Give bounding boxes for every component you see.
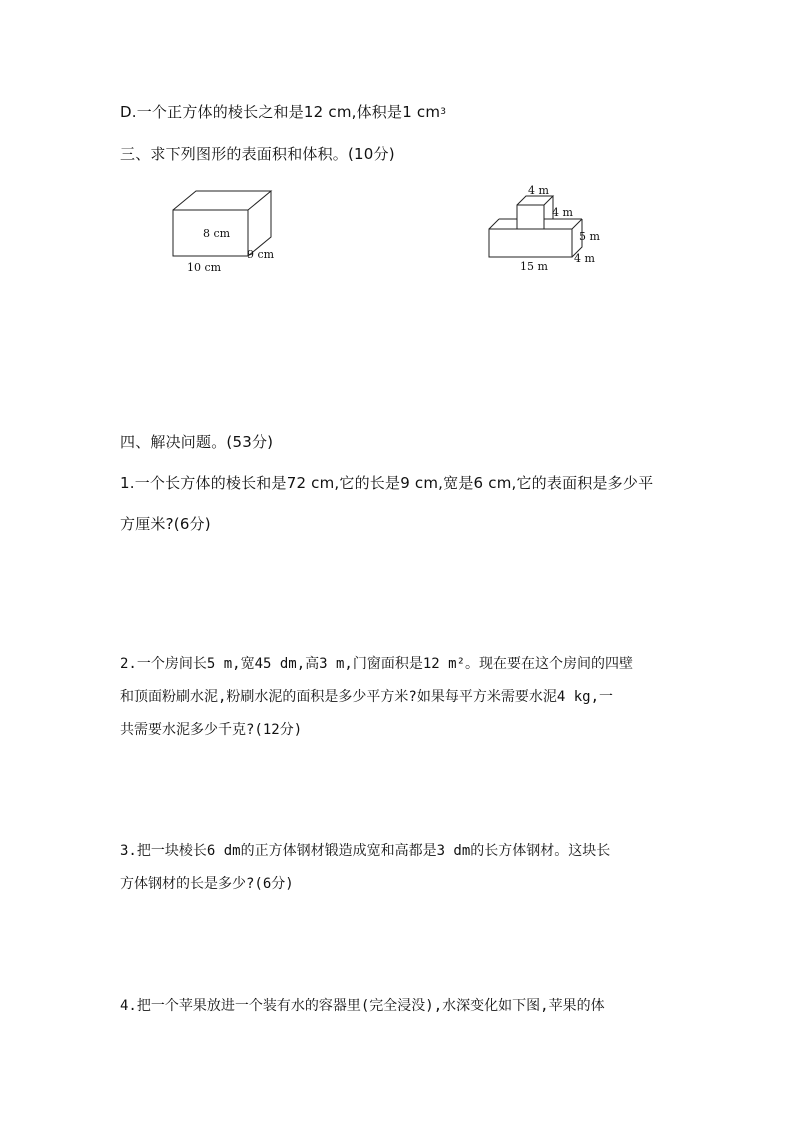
- cuboid-depth-label: 9 cm: [247, 248, 275, 261]
- q3-line1: 3.把一块棱长6 dm的正方体钢材锻造成宽和高都是3 dm的长方体钢材。这块长: [120, 843, 611, 859]
- option-d: [120, 101, 446, 122]
- cuboid-figure: [165, 188, 285, 278]
- stepped-solid-figure: [482, 182, 612, 274]
- height-label: 5 m: [579, 230, 600, 243]
- top-width-label: 4 m: [528, 184, 549, 197]
- section4-heading: 四、解决问题。(53分): [120, 433, 274, 451]
- q4-line1: 4.把一个苹果放进一个装有水的容器里(完全浸没),水深变化如下图,苹果的体: [120, 998, 605, 1014]
- length-label: 15 m: [520, 260, 548, 273]
- option-d-text: D.一个正方体的棱长之和是12 cm,体积是1 cm: [120, 103, 441, 121]
- section3-heading: 三、求下列图形的表面积和体积。(10分): [120, 145, 395, 163]
- cuboid-length-label: 10 cm: [187, 261, 222, 274]
- cuboid-height-label: 8 cm: [203, 227, 231, 240]
- q1-line1: 1.一个长方体的棱长和是72 cm,它的长是9 cm,宽是6 cm,它的表面积是多少平: [120, 474, 654, 492]
- q3-line2: 方体钢材的长是多少?(6分): [120, 876, 294, 892]
- top-depth-label: 4 m: [552, 206, 573, 219]
- option-d-exponent: 3: [440, 107, 447, 117]
- q2-line1: 2.一个房间长5 m,宽45 dm,高3 m,门窗面积是12 m²。现在要在这个房间的四壁: [120, 656, 634, 672]
- q2-line2: 和顶面粉刷水泥,粉刷水泥的面积是多少平方米?如果每平方米需要水泥4 kg,一: [120, 689, 613, 705]
- q2-line3: 共需要水泥多少千克?(12分): [120, 722, 303, 738]
- depth-label: 4 m: [574, 252, 595, 265]
- q1-line2: 方厘米?(6分): [120, 515, 211, 533]
